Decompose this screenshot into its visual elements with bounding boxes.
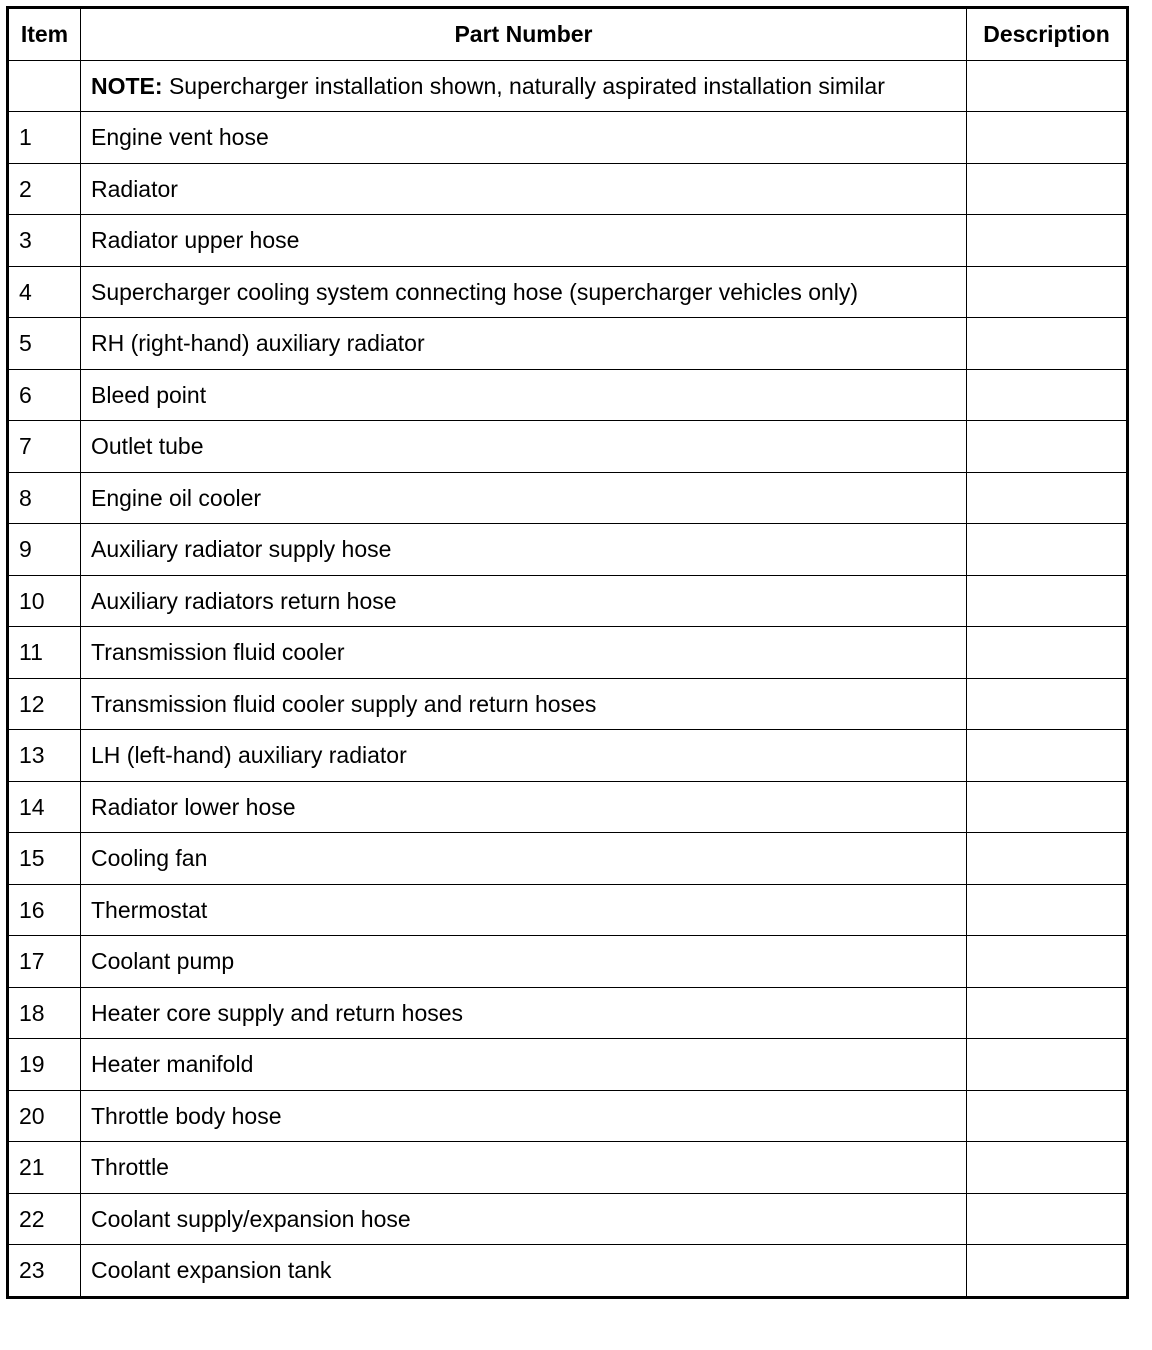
table-row [8,524,1128,576]
part-name-cell: Thermostat [81,884,967,936]
part-name-cell: Heater core supply and return hoses [81,987,967,1039]
table-row [8,627,1128,679]
part-name-cell: Engine oil cooler [81,472,967,524]
item-cell: 13 [8,730,81,782]
table-row [8,318,1128,370]
table-row [8,1245,1128,1298]
item-cell: 21 [8,1142,81,1194]
table-row [8,833,1128,885]
item-cell: 1 [8,112,81,164]
description-cell [967,781,1128,833]
note-row [8,60,1128,112]
description-cell [967,1142,1128,1194]
description-cell [967,1245,1128,1298]
item-cell: 23 [8,1245,81,1298]
table-row [8,730,1128,782]
item-cell: 2 [8,163,81,215]
table-row [8,1193,1128,1245]
table-row [8,987,1128,1039]
note-text: Supercharger installation shown, naturally aspirated installation similar [162,72,885,99]
note-label: NOTE: [91,72,163,99]
part-name-cell: Throttle [81,1142,967,1194]
description-cell [967,627,1128,679]
part-name-cell: Coolant supply/expansion hose [81,1193,967,1245]
part-name-cell: Bleed point [81,369,967,421]
description-cell [967,1090,1128,1142]
note-item-cell [8,60,81,112]
item-cell: 3 [8,215,81,267]
description-cell [967,215,1128,267]
table-row [8,215,1128,267]
header-description: Description [967,8,1128,61]
part-name-cell: LH (left-hand) auxiliary radiator [81,730,967,782]
item-cell: 9 [8,524,81,576]
table-row [8,781,1128,833]
item-cell: 18 [8,987,81,1039]
item-cell: 5 [8,318,81,370]
description-cell [967,524,1128,576]
table-row [8,1142,1128,1194]
header-item: Item [8,8,81,61]
item-cell: 7 [8,421,81,473]
table-row [8,369,1128,421]
description-cell [967,730,1128,782]
part-name-cell: Transmission fluid cooler supply and return hoses [81,678,967,730]
description-cell [967,884,1128,936]
item-cell: 12 [8,678,81,730]
table-header [8,8,1128,61]
table-row [8,1090,1128,1142]
part-name-cell: Heater manifold [81,1039,967,1091]
description-cell [967,1193,1128,1245]
note-cell [81,60,967,112]
part-name-cell: Auxiliary radiator supply hose [81,524,967,576]
note-description-cell [967,60,1128,112]
item-cell: 6 [8,369,81,421]
item-cell: 10 [8,575,81,627]
table-row [8,472,1128,524]
part-name-cell: Transmission fluid cooler [81,627,967,679]
header-row [8,8,1128,61]
part-name-cell: Engine vent hose [81,112,967,164]
table-row [8,884,1128,936]
part-name-cell: Auxiliary radiators return hose [81,575,967,627]
item-cell: 15 [8,833,81,885]
item-cell: 19 [8,1039,81,1091]
table-row [8,575,1128,627]
description-cell [967,936,1128,988]
table-row [8,1039,1128,1091]
table-row [8,936,1128,988]
description-cell [967,112,1128,164]
description-cell [967,472,1128,524]
description-cell [967,575,1128,627]
table-row [8,266,1128,318]
part-name-cell: Cooling fan [81,833,967,885]
table-row [8,421,1128,473]
part-name-cell: Radiator upper hose [81,215,967,267]
part-name-cell: Radiator [81,163,967,215]
item-cell: 11 [8,627,81,679]
item-cell: 16 [8,884,81,936]
table-body [8,60,1128,1297]
item-cell: 20 [8,1090,81,1142]
table-row [8,112,1128,164]
item-cell: 8 [8,472,81,524]
part-name-cell: Coolant expansion tank [81,1245,967,1298]
item-cell: 22 [8,1193,81,1245]
description-cell [967,1039,1128,1091]
part-name-cell: Outlet tube [81,421,967,473]
description-cell [967,163,1128,215]
description-cell [967,678,1128,730]
description-cell [967,833,1128,885]
part-name-cell: Coolant pump [81,936,967,988]
part-name-cell: Radiator lower hose [81,781,967,833]
part-name-cell: Throttle body hose [81,1090,967,1142]
parts-table [6,6,1129,1299]
item-cell: 17 [8,936,81,988]
table-row [8,163,1128,215]
part-name-cell: Supercharger cooling system connecting hose (supercharger vehicles only) [81,266,967,318]
header-part-number: Part Number [81,8,967,61]
table-row [8,678,1128,730]
description-cell [967,987,1128,1039]
description-cell [967,369,1128,421]
description-cell [967,318,1128,370]
description-cell [967,421,1128,473]
item-cell: 14 [8,781,81,833]
item-cell: 4 [8,266,81,318]
description-cell [967,266,1128,318]
part-name-cell: RH (right-hand) auxiliary radiator [81,318,967,370]
